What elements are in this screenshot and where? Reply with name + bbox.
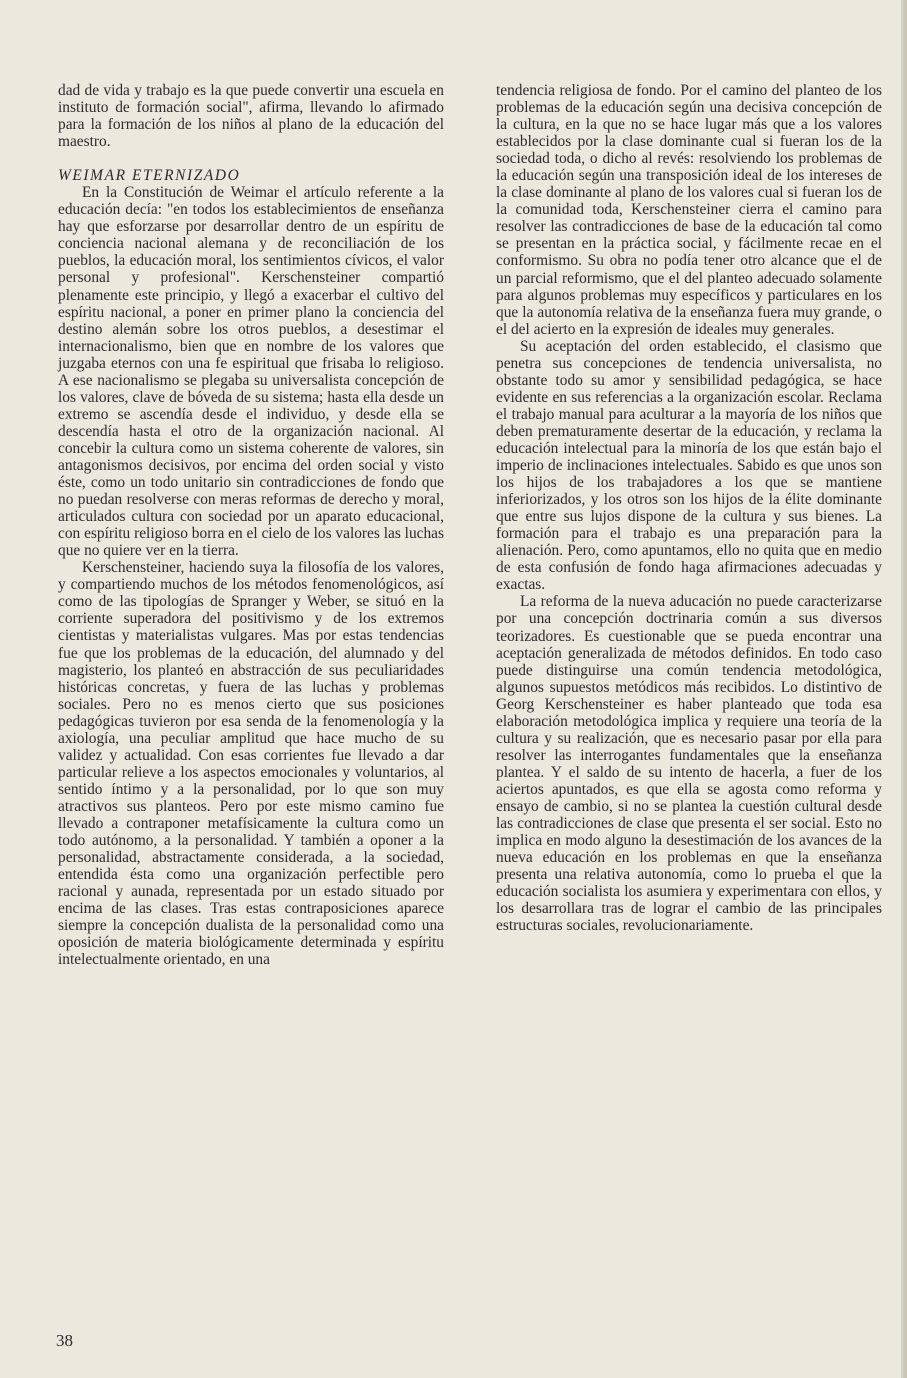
right-paragraph-2: Su aceptación del orden establecido, el clasismo que penetra sus concepciones de tendencia universalista, no obstante todo su amor y sensibilidad pedagógica, se hace evidente en sus referencias a la organización escolar. Reclama el trabajo manual para aculturar a la mayoría de los niños que deben prematuramente desertar de la educación, y reclama la educación intelectual para la minoría de los que están bajo el imperio de inclinaciones intelectuales. Sabido es que unos son los hijos de los trabajadores a los que se mantiene inferiorizados, y los otros son los hijos de la élite dominante que entre sus lujos dispone de la cultura y sus bienes. La formación para el trabajo es una preparación para la alienación. Pero, como apuntamos, ello no quita que en medio de esta confusión de fondo haga afirmaciones adecuadas y exactas.	[496, 337, 882, 594]
right-column	[496, 82, 882, 934]
page-number: 38	[56, 1331, 73, 1350]
left-paragraph-2: En la Constitución de Weimar el artículo referente a la educación decía: "en todos los establecimientos de enseñanza hay que esforzarse por desarrollar dentro de un espíritu de conciencia nacional alemana y de reconciliación de los pueblos, la educación moral, los sentimientos cívicos, el valor personal y profesional". Kerschensteiner compartió plenamente este principio, y llegó a exacerbar el cultivo del espíritu nacional, a poner en primer plano la conciencia del destino alemán sobre los otros pueblos, a desestimar el internacionalismo, bien que en nombre de los valores que juzgaba eternos con una fe espiritual que frisaba lo religioso. A ese nacionalismo se plegaba su universalista concepción de los valores, clave de bóveda de su sistema; hasta ella desde un extremo se ascendía desde el individuo, y desde ella se descendía hasta el otro de la organización nacional. Al concebir la cultura como un sistema coherente de valores, sin antagonismos decisivos, por encima del orden social y visto éste, como un todo unitario sin contradicciones de fondo que no puedan resolverse con meras reformas de derecho y moral, articulados cultura con sociedad por un aparato educacional, con espíritu religioso borra en el cielo de los valores las luchas que no quiere ver en la tierra.	[58, 184, 444, 560]
page-edge-shadow	[901, 0, 907, 1378]
left-paragraph-3: Kerschensteiner, haciendo suya la filosofía de los valores, y compartiendo muchos de los métodos fenomenológicos, así como de las tipologías de Spranger y Weber, se situó en la corriente superadora del positivismo y de los extremos cientistas y materialistas vulgares. Mas por estas tendencias fue que los problemas de la educación, del alumnado y del magisterio, los planteó en abstracción de sus peculiaridades históricas concretas, y fuera de las luchas y problemas sociales. Pero no es menos cierto que sus posiciones pedagógicas tuvieron por esa senda de la fenomenología y la axiología, una peculiar amplitud que hace mucho de su validez y actualidad. Con esas corrientes fue llevado a dar particular relieve a los aspectos emocionales y voluntarios, al sentido íntimo y a la personalidad, por lo que son muy atractivos sus planteos. Pero por este mismo camino fue llevado a contraponer metafísicamente la cultura como un todo autónomo, a la personalidad. Y también a oponer a la personalidad, abstractamente considerada, a la sociedad, entendida ésta como una organización perfectible pero racional y aunada, representada por un estado situado por encima de las clases. Tras estas contraposiciones aparece siempre la concepción dualista de la personalidad como una oposición de materia biológicamente determinada y espíritu intelectualmente orientado, en una	[58, 559, 444, 969]
section-heading: WEIMAR ETERNIZADO	[58, 167, 241, 185]
left-column	[58, 82, 444, 968]
right-paragraph-3: La reforma de la nueva aducación no puede caracterizarse por una concepción doctrinaria común a sus diversos teorizadores. Es cuestionable que se pueda encontrar una aceptación generalizada de métodos definidos. En todo caso puede distinguirse una común tendencia metodológica, algunos supuestos metódicos más recibidos. Lo distintivo de Georg Kerschensteiner es haber planteado que toda esa elaboración metodológica implica y requiere una teoría de la cultura y su realización, que es necesario pasar por ella para resolver las interrogantes fundamentales que la enseñanza plantea. Y el saldo de su intento de hacerla, a fuer de los aciertos apuntados, es que ella se agosta como reforma y ensayo de cambio, si no se plantea la cuestión cultural desde las contradicciones de clase que presenta el ser social. Esto no implica en modo alguno la desestimación de los avances de la nueva educación en los problemas en que la enseñanza presenta una relativa autonomía, como lo prueba el que la educación socialista los asumiera y experimentara con ellos, y los desarrollara tras de lograr el cambio de las principales estructuras sociales, revolucionariamente.	[496, 593, 882, 935]
left-paragraph-1: dad de vida y trabajo es la que puede convertir una escuela en instituto de formación social", afirma, llevando lo afirmado para la formación de los niños al plano de la educación del maestro.	[58, 82, 444, 151]
right-paragraph-1: tendencia religiosa de fondo. Por el camino del planteo de los problemas de la educación según una decisiva concepción de la cultura, en la que no se hace lugar más que a los valores establecidos por la clase dominante cual si fueran los de la sociedad toda, o dicho al revés: resolviendo los problemas de la educación según una transposición ideal de los intereses de la clase dominante al plano de los valores cual si fueran los de la comunidad toda, Kerschensteiner cierra el camino para resolver las contradicciones de base de la educación tal como se presentan en la práctica social, y fácilmente recae en el conformismo. Su obra no podía tener otro alcance que el de un parcial reformismo, que el del planteo adecuado solamente para algunos problemas muy específicos y particulares en los que la autonomía relativa de la enseñanza fuera muy grande, o el del acierto en la expresión de ideales muy generales.	[496, 82, 882, 338]
